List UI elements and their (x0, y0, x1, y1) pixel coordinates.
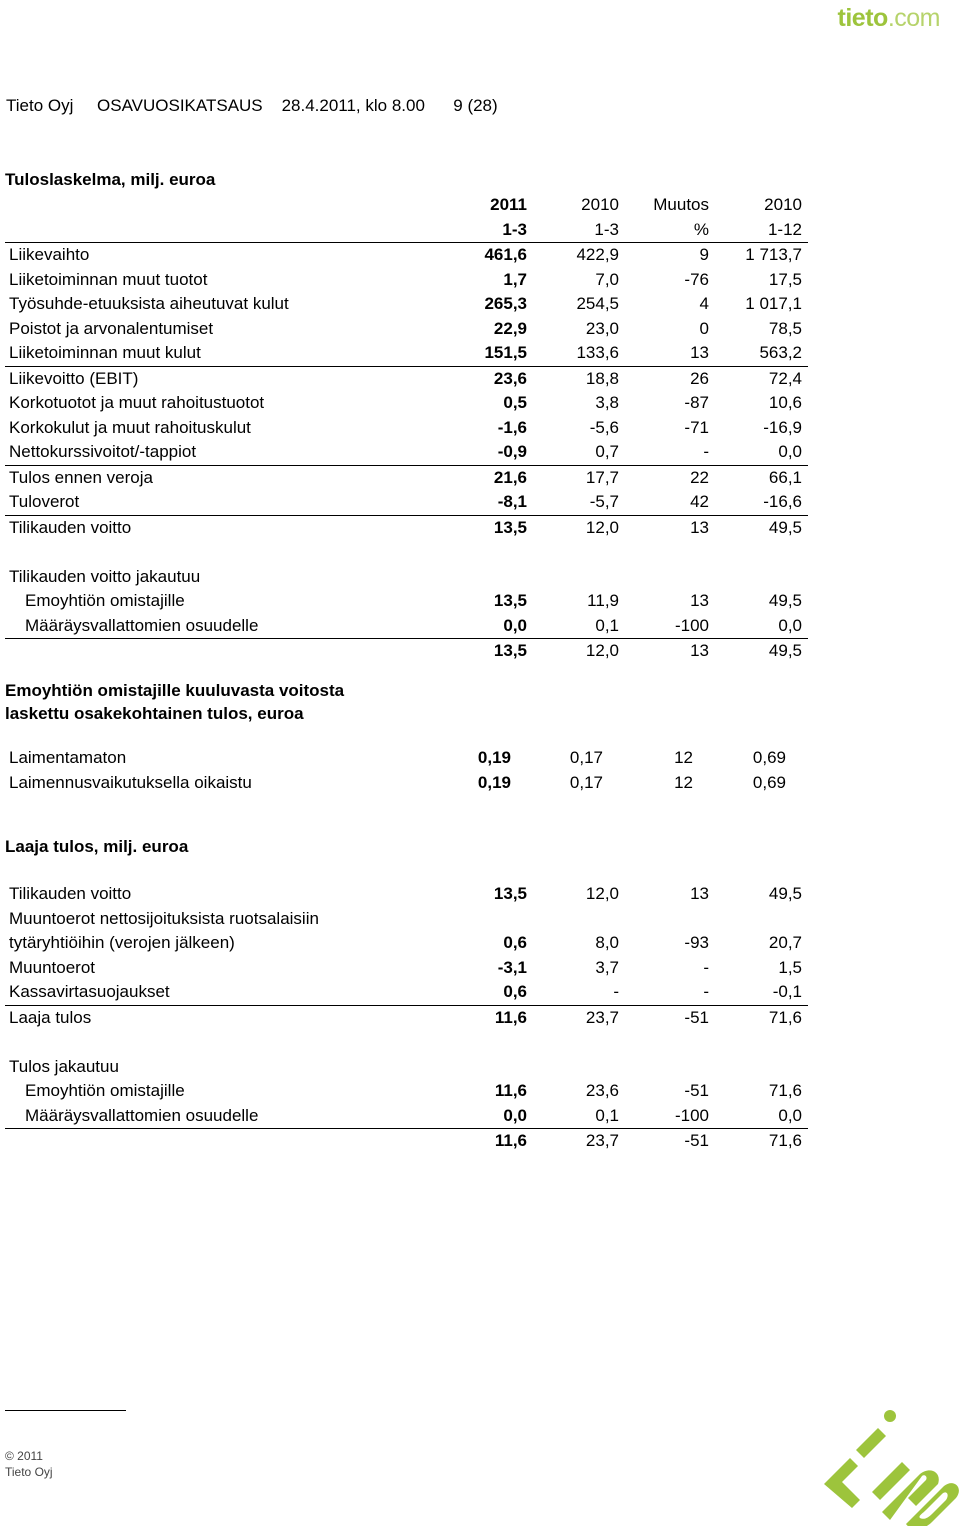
table-row (5, 440, 808, 465)
row-label: Korkokulut ja muut rahoituskulut (9, 417, 251, 437)
cell: 3,8 (595, 393, 619, 412)
cell: -16,6 (709, 490, 808, 515)
cell: -76 (684, 269, 709, 289)
cell: 563,2 (709, 341, 808, 366)
row-label: Nettokurssivoitot/-tappiot (5, 440, 450, 465)
row-label: Muuntoerot nettosijoituksista ruotsalaisiin (9, 908, 319, 928)
header-report: OSAVUOSIKATSAUS (97, 96, 263, 115)
table-row (5, 391, 808, 416)
cell: 0,0 (709, 440, 808, 465)
cell: 17,5 (768, 269, 802, 289)
cell: 0,17 (569, 748, 603, 767)
cell: 0 (699, 318, 709, 338)
cell: 49,5 (768, 517, 802, 537)
row-label: Emoyhtiön omistajille (25, 591, 185, 610)
cell: - (703, 957, 709, 977)
income-statement-table (5, 193, 808, 664)
income-statement-title: Tuloslaskelma, milj. euroa (5, 170, 216, 189)
table-row (5, 589, 808, 614)
row-label: Tilikauden voitto (9, 517, 132, 537)
table-row (5, 980, 808, 1005)
table-row (5, 746, 792, 771)
header-page: 9 (28) (453, 96, 498, 115)
row-label: Kassavirtasuojaukset (5, 980, 450, 1005)
cell: 12,0 (585, 641, 619, 660)
spacer-row (5, 540, 808, 565)
copyright-text: © 2011 (5, 1449, 43, 1463)
cell: 71,6 (768, 1081, 802, 1100)
cell: 13,5 (493, 884, 527, 903)
cell: -1,6 (497, 417, 527, 437)
cell: - (619, 980, 709, 1005)
cell: 0,69 (752, 748, 786, 767)
cell: 13 (619, 341, 709, 366)
col-head: Muutos (653, 195, 709, 214)
table-row (5, 931, 808, 956)
cell: 13 (690, 517, 709, 537)
cell: 0,19 (477, 772, 511, 792)
col-subhead: 1-3 (527, 218, 619, 243)
table-row (5, 292, 808, 317)
cell: 13 (690, 641, 709, 660)
eps-title-line: laskettu osakekohtainen tulos, euroa (5, 704, 304, 723)
row-label: Työsuhde-etuuksista aiheutuvat kulut (9, 294, 289, 313)
row-label: Liiketoiminnan muut kulut (5, 341, 450, 366)
cell: 151,5 (450, 341, 527, 366)
cell: -5,7 (527, 490, 619, 515)
cell: 9 (699, 245, 709, 264)
cell: 1,5 (778, 957, 802, 977)
cell: 0,17 (569, 772, 603, 792)
row-label: Tilikauden voitto jakautuu (9, 566, 201, 586)
cell: 26 (690, 368, 709, 388)
cell: 0,1 (527, 614, 619, 639)
table-row (5, 565, 808, 590)
logo-name: tieto (837, 4, 888, 32)
cell: 461,6 (484, 245, 527, 264)
row-label: Määräysvallattomien osuudelle (5, 614, 450, 639)
cell: 23,6 (493, 368, 527, 388)
cell: 22 (690, 467, 709, 487)
table-row (5, 243, 808, 268)
cell: 7,0 (595, 269, 619, 289)
col-head: 2010 (764, 195, 802, 214)
row-label (5, 1129, 450, 1154)
row-label (5, 639, 450, 664)
spacer-row (5, 1030, 808, 1055)
cell: 12 (674, 748, 693, 767)
cell: 13,5 (493, 517, 527, 537)
cell: 12,0 (585, 517, 619, 537)
cell: -0,9 (450, 440, 527, 465)
col-head: 2011 (490, 195, 527, 214)
tieto-logo (838, 4, 940, 33)
row-label: Liiketoiminnan muut tuotot (9, 269, 208, 289)
table-row (5, 1104, 808, 1129)
eps-title-line: Emoyhtiön omistajille kuuluvasta voitosta (5, 681, 345, 700)
logo-domain: .com (887, 4, 940, 32)
row-label: Korkotuotot ja muut rahoitustuotot (9, 393, 265, 412)
cell: 10,6 (768, 393, 802, 412)
col-head: 2010 (581, 195, 619, 214)
cell: 13,5 (493, 591, 527, 610)
table-row (5, 366, 808, 391)
cell: 23,7 (585, 1131, 619, 1150)
cell: 0,5 (503, 393, 527, 412)
row-label: Laimennusvaikutuksella oikaistu (9, 772, 252, 792)
cell: -51 (684, 1131, 709, 1150)
cell: 0,1 (527, 1104, 619, 1129)
cell: 11,6 (494, 1007, 527, 1027)
cell: 13 (690, 591, 709, 610)
comprehensive-income-title: Laaja tulos, milj. euroa (5, 837, 189, 856)
table-head-row (5, 218, 808, 243)
row-label: Tuloverot (5, 490, 450, 515)
cell: 17,7 (585, 467, 619, 487)
cell: 49,5 (768, 884, 802, 903)
cell: 12,0 (585, 884, 619, 903)
table-row (5, 1005, 808, 1030)
cell: 254,5 (576, 294, 619, 313)
cell: 0,7 (527, 440, 619, 465)
cell: 0,0 (450, 614, 527, 639)
cell: 11,6 (494, 1131, 527, 1150)
table-head-row (5, 193, 808, 218)
row-label: Laimentamaton (9, 748, 127, 767)
cell: 71,6 (768, 1131, 802, 1150)
cell: 49,5 (768, 591, 802, 610)
table-row (5, 771, 792, 796)
cell: -0,1 (709, 980, 808, 1005)
cell: -3,1 (497, 957, 527, 977)
table-row (5, 317, 808, 342)
cell: -51 (684, 1007, 709, 1027)
cell: 422,9 (576, 245, 619, 264)
table-row (5, 907, 808, 932)
table-row (5, 515, 808, 540)
footer-company: Tieto Oyj (5, 1465, 53, 1479)
row-label: Muuntoerot (9, 957, 95, 977)
cell: - (619, 440, 709, 465)
col-subhead: 1-3 (450, 218, 527, 243)
cell: 4 (699, 294, 709, 313)
row-label: Emoyhtiön omistajille (25, 1081, 185, 1100)
table-row (5, 614, 808, 639)
cell: 0,0 (450, 1104, 527, 1129)
row-label: Tulos ennen veroja (9, 467, 153, 487)
cell: 78,5 (768, 318, 802, 338)
table-row (5, 416, 808, 441)
table-row (5, 1055, 808, 1080)
cell: 66,1 (768, 467, 802, 487)
cell: 3,7 (595, 957, 619, 977)
cell: 49,5 (768, 641, 802, 660)
cell: -71 (684, 417, 709, 437)
cell: -100 (619, 1104, 709, 1129)
cell: -8,1 (450, 490, 527, 515)
cell: 0,6 (450, 980, 527, 1005)
row-label: tytäryhtiöihin (verojen jälkeen) (9, 933, 235, 952)
row-label: Laaja tulos (9, 1007, 92, 1027)
table-row (5, 1079, 808, 1104)
cell: 0,0 (709, 1104, 808, 1129)
row-label: Tulos jakautuu (9, 1056, 119, 1076)
cell: 23,6 (585, 1081, 619, 1100)
cell: 23,0 (585, 318, 619, 338)
table-row (5, 465, 808, 490)
cell: 133,6 (527, 341, 619, 366)
cell: -16,9 (763, 417, 802, 437)
table-row (5, 268, 808, 293)
col-subhead: 1-12 (709, 218, 808, 243)
document-header (6, 96, 498, 116)
row-label: Poistot ja arvonalentumiset (9, 318, 214, 338)
cell: 0,0 (709, 614, 808, 639)
cell: 11,6 (494, 1081, 527, 1100)
cell: 0,69 (752, 772, 786, 792)
table-row (5, 956, 808, 981)
cell: 18,8 (585, 368, 619, 388)
cell: 1 713,7 (745, 245, 802, 264)
comprehensive-income-table (5, 882, 808, 1154)
cell: -100 (619, 614, 709, 639)
cell: 20,7 (768, 933, 802, 952)
cell: 1,7 (503, 269, 527, 289)
header-date: 28.4.2011, klo 8.00 (281, 96, 425, 115)
cell: 0,6 (503, 933, 527, 952)
table-row (5, 341, 808, 366)
cell: 265,3 (484, 294, 527, 313)
row-label: Määräysvallattomien osuudelle (5, 1104, 450, 1129)
cell: 42 (619, 490, 709, 515)
table-row (5, 490, 808, 515)
tieto-corner-logo-icon (820, 1392, 960, 1526)
cell: -5,6 (589, 417, 619, 437)
col-subhead: % (619, 218, 709, 243)
cell: 22,9 (493, 318, 527, 338)
footer-copyright (5, 1448, 53, 1480)
cell: 72,4 (768, 368, 802, 388)
cell: - (527, 980, 619, 1005)
cell: 71,6 (768, 1007, 802, 1027)
cell: 13 (690, 884, 709, 903)
row-label: Liikevoitto (EBIT) (9, 368, 139, 388)
cell: 13,5 (493, 641, 527, 660)
eps-table (5, 746, 792, 795)
cell: 21,6 (493, 467, 527, 487)
table-row (5, 882, 808, 907)
cell: 12 (674, 772, 693, 792)
cell: 8,0 (595, 933, 619, 952)
cell: -93 (684, 933, 709, 952)
cell: -51 (684, 1081, 709, 1100)
header-company: Tieto Oyj (6, 96, 74, 115)
cell: 0,19 (477, 748, 511, 767)
cell: -87 (684, 393, 709, 412)
table-row (5, 639, 808, 664)
footer-divider (5, 1410, 126, 1411)
row-label: Tilikauden voitto (9, 884, 132, 903)
cell: 1 017,1 (745, 294, 802, 313)
cell: 23,7 (585, 1007, 619, 1027)
cell: 11,9 (587, 591, 619, 610)
table-row (5, 1129, 808, 1154)
row-label: Liikevaihto (9, 245, 90, 264)
eps-title (5, 679, 344, 725)
